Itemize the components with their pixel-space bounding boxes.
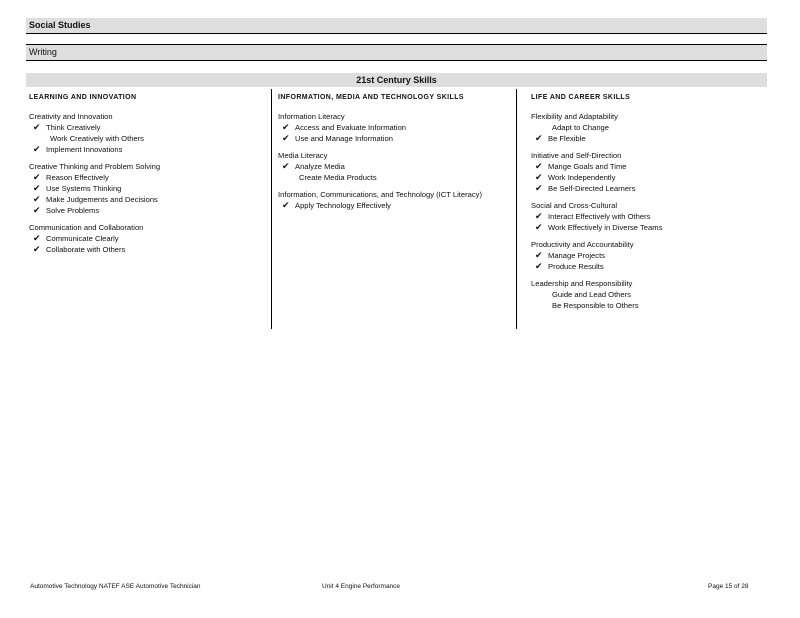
skill-item: [29, 194, 269, 205]
skill-item: [29, 205, 269, 216]
column-divider: [516, 89, 517, 329]
skill-item: [29, 172, 269, 183]
check-icon: ✔: [282, 133, 290, 143]
skill-group-title: Information, Communications, and Technology (ICT Literacy): [278, 190, 482, 199]
skill-item: [531, 161, 767, 172]
check-icon: ✔: [33, 172, 41, 182]
skill-item-label: Solve Problems: [46, 206, 100, 215]
footer-page-number: Page 15 of 28: [708, 583, 749, 590]
check-icon: ✔: [282, 122, 290, 132]
skill-item: [278, 161, 516, 172]
skill-item: [531, 183, 767, 194]
check-icon: ✔: [282, 161, 290, 171]
column-divider: [271, 89, 272, 329]
skill-item-label: Be Self-Directed Learners: [548, 184, 636, 193]
skill-item-label: Analyze Media: [295, 162, 345, 171]
skill-item: [531, 133, 767, 144]
footer-unit: Unit 4 Engine Performance: [322, 583, 401, 590]
subject-bar: Social Studies: [26, 18, 767, 33]
skill-item: [278, 133, 516, 144]
skill-group-title: Creativity and Innovation: [29, 112, 113, 121]
column-heading: INFORMATION, MEDIA AND TECHNOLOGY SKILLS: [278, 94, 464, 101]
skill-item: [278, 172, 516, 183]
skills-column-information: [278, 92, 516, 211]
skill-item-label: Guide and Lead Others: [552, 290, 631, 299]
skill-item-label: Produce Results: [548, 262, 604, 271]
check-icon: ✔: [33, 122, 41, 132]
skill-group-title: Communication and Collaboration: [29, 223, 144, 232]
skill-group-title: Leadership and Responsibility: [531, 279, 633, 288]
skill-item: [29, 133, 269, 144]
footer-course: Automotive Technology NATEF ASE Automotive Technician: [30, 583, 201, 590]
skill-group-title: Information Literacy: [278, 112, 345, 121]
skill-item: [531, 261, 767, 272]
skill-item-label: Adapt to Change: [552, 123, 609, 132]
check-icon: ✔: [535, 222, 543, 232]
skills-title: 21st Century Skills: [26, 73, 767, 87]
skill-item-label: Manage Projects: [548, 251, 605, 260]
skills-column-learning: [29, 92, 269, 255]
check-icon: ✔: [33, 144, 41, 154]
writing-bar: Writing: [26, 45, 767, 60]
divider: [26, 33, 767, 34]
check-icon: ✔: [33, 233, 41, 243]
skill-item: [278, 200, 516, 211]
skill-item-label: Use Systems Thinking: [46, 184, 122, 193]
skill-item-label: Reason Effectively: [46, 173, 109, 182]
skill-item-label: Mange Goals and Time: [548, 162, 627, 171]
divider: [26, 60, 767, 61]
check-icon: ✔: [535, 172, 543, 182]
skill-item-label: Work Creatively with Others: [50, 134, 144, 143]
skill-item: [278, 122, 516, 133]
skills-column-life-career: [531, 92, 767, 311]
check-icon: ✔: [535, 211, 543, 221]
skill-item: [29, 122, 269, 133]
check-icon: ✔: [535, 133, 543, 143]
skill-item-label: Be Flexible: [548, 134, 586, 143]
skill-item-label: Use and Manage Information: [295, 134, 393, 143]
skill-item: [531, 122, 767, 133]
skill-item: [29, 233, 269, 244]
skill-group-title: Creative Thinking and Problem Solving: [29, 162, 161, 171]
skill-item: [29, 144, 269, 155]
skill-item-label: Make Judgements and Decisions: [46, 195, 158, 204]
skill-item: [531, 211, 767, 222]
skill-item: [531, 222, 767, 233]
skill-item: [531, 289, 767, 300]
check-icon: ✔: [535, 161, 543, 171]
skill-item: [29, 244, 269, 255]
skill-item-label: Collaborate with Others: [46, 245, 126, 254]
check-icon: ✔: [535, 183, 543, 193]
column-heading: LEARNING AND INNOVATION: [29, 94, 137, 101]
skill-item-label: Implement Innovations: [46, 145, 123, 154]
check-icon: ✔: [33, 194, 41, 204]
skill-group-title: Flexibility and Adaptability: [531, 112, 618, 121]
check-icon: ✔: [282, 200, 290, 210]
skill-item: [29, 183, 269, 194]
skill-group-title: Social and Cross-Cultural: [531, 201, 618, 210]
skill-item: [531, 250, 767, 261]
skill-item-label: Think Creatively: [46, 123, 101, 132]
check-icon: ✔: [33, 205, 41, 215]
skill-item: [531, 172, 767, 183]
skill-item-label: Access and Evaluate Information: [295, 123, 407, 132]
skill-item-label: Create Media Products: [299, 173, 377, 182]
check-icon: ✔: [535, 261, 543, 271]
skill-item-label: Interact Effectively with Others: [548, 212, 651, 221]
skill-item-label: Apply Technology Effectively: [295, 201, 391, 210]
check-icon: ✔: [33, 244, 41, 254]
skill-item-label: Be Responsible to Others: [552, 301, 639, 310]
skill-group-title: Productivity and Accountability: [531, 240, 634, 249]
skill-item-label: Work Effectively in Diverse Teams: [548, 223, 663, 232]
check-icon: ✔: [535, 250, 543, 260]
skill-group-title: Media Literacy: [278, 151, 328, 160]
skill-item-label: Work Independently: [548, 173, 616, 182]
column-heading: LIFE AND CAREER SKILLS: [531, 94, 631, 101]
skill-group-title: Initiative and Self-Direction: [531, 151, 622, 160]
check-icon: ✔: [33, 183, 41, 193]
skill-item: [531, 300, 767, 311]
skill-item-label: Communicate Clearly: [46, 234, 119, 243]
